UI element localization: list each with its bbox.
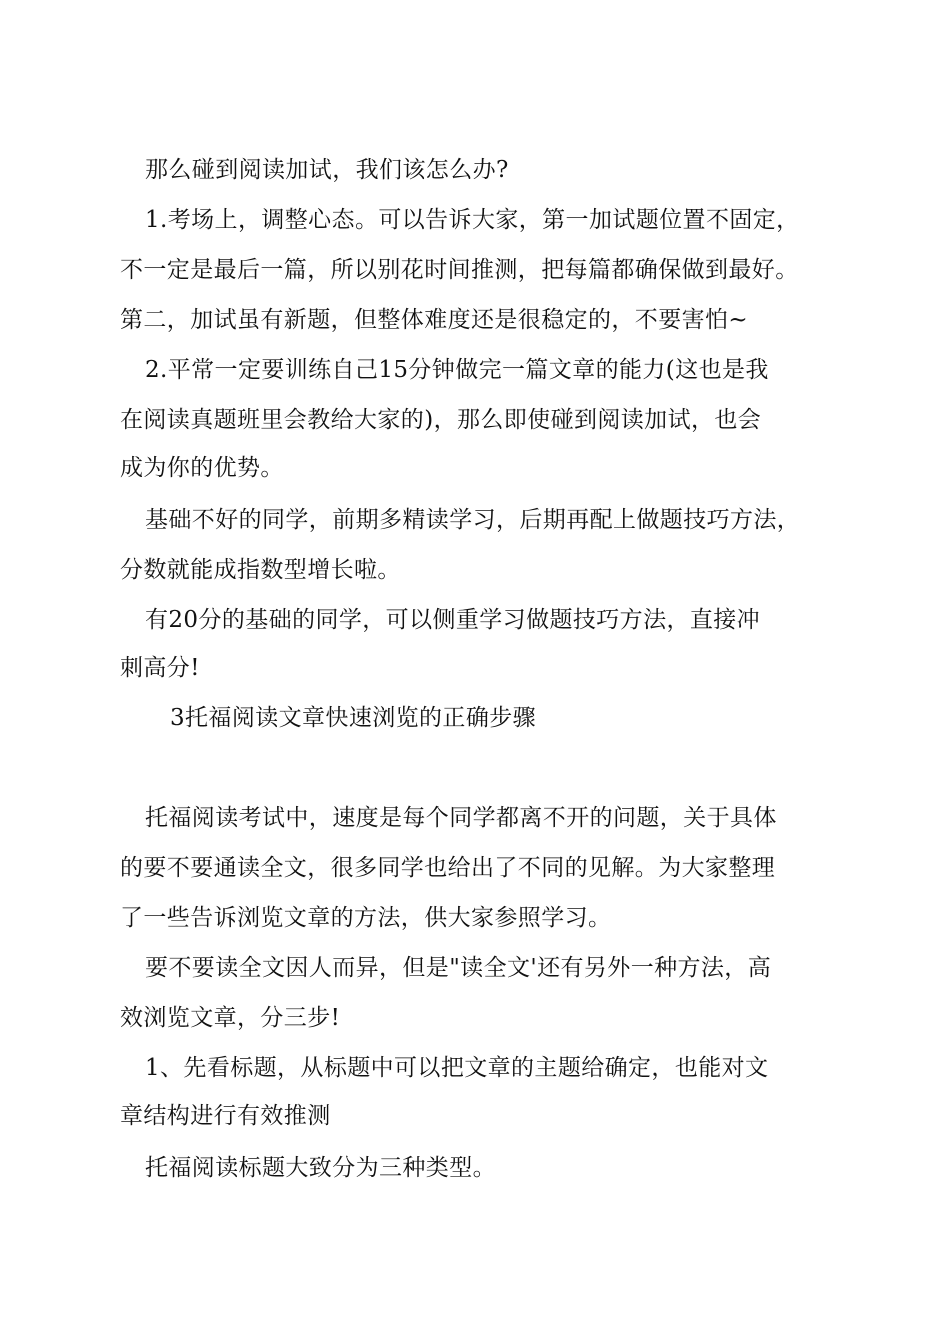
paragraph-line: 有20分的基础的同学，可以侧重学习做题技巧方法，直接冲 — [145, 607, 761, 633]
paragraph-line: 1.考场上，调整心态。可以告诉大家，第一加试题位置不固定， — [145, 207, 800, 233]
paragraph-line: 成为你的优势。 — [120, 455, 284, 481]
paragraph-line: 章结构进行有效推测 — [120, 1103, 331, 1129]
paragraph-line: 刺高分! — [120, 655, 200, 681]
paragraph-line: 效浏览文章，分三步! — [120, 1005, 341, 1031]
paragraph-line: 那么碰到阅读加试，我们该怎么办? — [145, 157, 509, 183]
paragraph-line: 要不要读全文因人而异，但是"读全文'还有另外一种方法，高 — [145, 955, 772, 981]
paragraph-line: 托福阅读标题大致分为三种类型。 — [145, 1155, 496, 1181]
paragraph-line: 托福阅读考试中，速度是每个同学都离不开的问题，关于具体 — [145, 805, 777, 831]
paragraph-line: 不一定是最后一篇，所以别花时间推测，把每篇都确保做到最好。 — [120, 257, 799, 283]
paragraph-line: 基础不好的同学，前期多精读学习，后期再配上做题技巧方法， — [145, 507, 801, 533]
paragraph-line: 第二，加试虽有新题，但整体难度还是很稳定的，不要害怕~ — [120, 307, 749, 333]
paragraph-line: 的要不要通读全文，很多同学也给出了不同的见解。为大家整理 — [120, 855, 776, 881]
paragraph-line: 分数就能成指数型增长啦。 — [120, 557, 401, 583]
paragraph-line: 在阅读真题班里会教给大家的)，那么即使碰到阅读加试，也会 — [120, 407, 762, 433]
section-heading: 3托福阅读文章快速浏览的正确步骤 — [170, 705, 537, 731]
paragraph-line: 1、先看标题，从标题中可以把文章的主题给确定，也能对文 — [145, 1055, 769, 1081]
paragraph-line: 2.平常一定要训练自己15分钟做完一篇文章的能力(这也是我 — [145, 357, 769, 383]
paragraph-line: 了一些告诉浏览文章的方法，供大家参照学习。 — [120, 905, 612, 931]
